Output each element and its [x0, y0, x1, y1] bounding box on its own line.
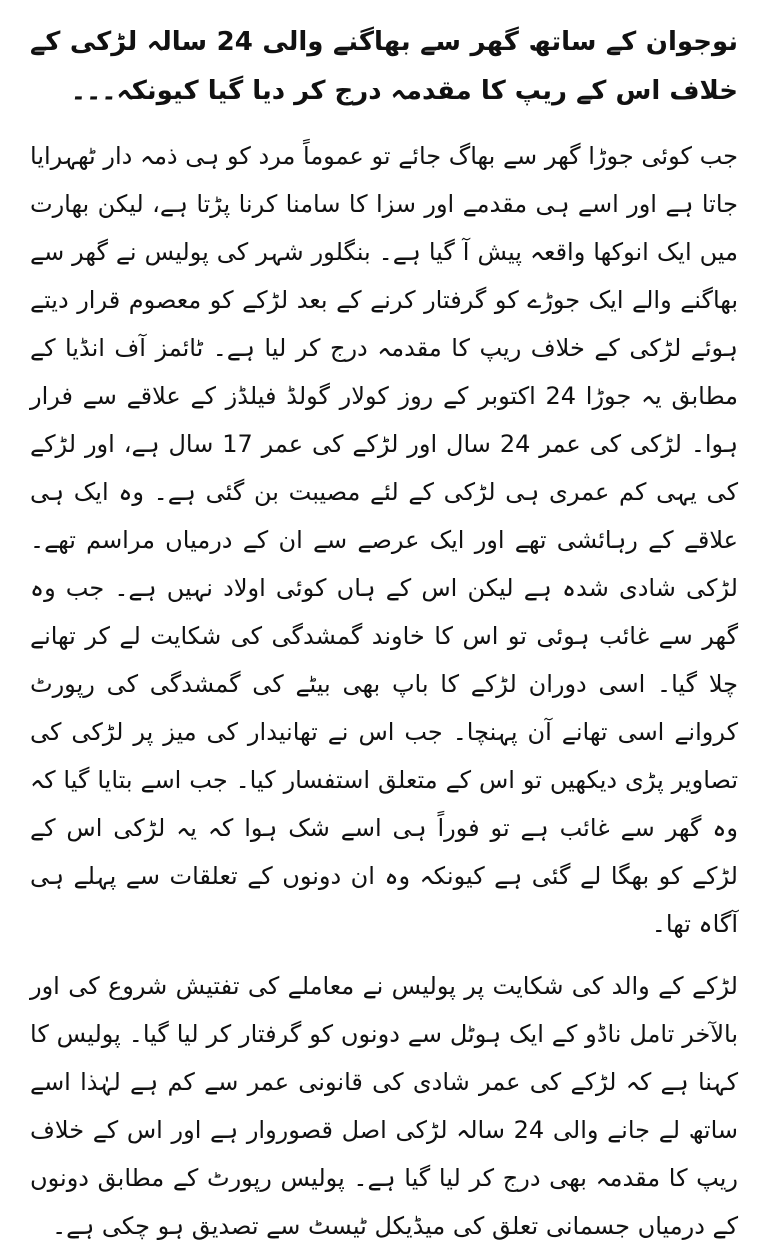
- article-headline: نوجوان کے ساتھ گھر سے بھاگنے والی 24 سالہ لڑکی کے خلاف اس کے ریپ کا مقدمہ درج کر دیا گیا کیونکہ۔۔۔: [30, 27, 739, 106]
- article-paragraph-2: لڑکے کے والد کی شکایت پر پولیس نے معاملے کی تفتیش شروع کی اور بالآخر تامل ناڈو کے ایک ہوٹل سے دونوں کو گرفتار کر لیا گیا۔ پولیس کا کہنا ہے کہ لڑکے کی عمر شادی کی قانونی عمر سے کم ہے لہٰذا اسے ساتھ لے جانے والی 24 سالہ لڑکی اصل قصوروار ہے اور اس کے خلاف ریپ کا مقدمہ بھی درج کر لیا گیا ہے۔ پولیس رپورٹ کے مطابق دونوں کے درمیاں جسمانی تعلق کی میڈیکل ٹیسٹ سے تصدیق ہو چکی ہے۔: [30, 972, 739, 1240]
- article-paragraph-1: جب کوئی جوڑا گھر سے بھاگ جائے تو عموماً مرد کو ہی ذمہ دار ٹھہرایا جاتا ہے اور اسے ہی مقدمے اور سزا کا سامنا کرنا پڑتا ہے، لیکن بھارت میں ایک انوکھا واقعہ پیش آ گیا ہے۔ بنگلور شہر کی پولیس نے گھر سے بھاگنے والے ایک جوڑے کو گرفتار کرنے کے بعد لڑکے کو معصوم قرار دیتے ہوئے لڑکی کے خلاف ریپ کا مقدمہ درج کر لیا ہے۔ ٹائمز آف انڈیا کے مطابق یہ جوڑا 24 اکتوبر کے روز کولار گولڈ فیلڈز کے علاقے سے فرار ہوا۔ لڑکی کی عمر 24 سال اور لڑکے کی عمر 17 سال ہے، اور لڑکے کی یہی کم عمری ہی لڑکی کے لئے مصیبت بن گئی ہے۔ وہ ایک ہی علاقے کے رہائشی تھے اور ایک عرصے سے ان کے درمیاں مراسم تھے۔ لڑکی شادی شدہ ہے لیکن اس کے ہاں کوئی اولاد نہیں ہے۔ جب وہ گھر سے غائب ہوئی تو اس کا خاوند گمشدگی کی شکایت لے کر تھانے چلا گیا۔ اسی دوران لڑکے کا باپ بھی بیٹے کی گمشدگی کی رپورٹ کروانے اسی تھانے آن پہنچا۔ جب اس نے تھانیدار کی میز پر لڑکی کی تصاویر پڑی دیکھیں تو اس کے متعلق استفسار کیا۔ جب اسے بتایا گیا کہ وہ گھر سے غائب ہے تو فوراً ہی اسے شک ہوا کہ یہ لڑکی اس کے لڑکے کو بھگا لے گئی ہے کیونکہ وہ ان دونوں کے تعلقات سے پہلے ہی آگاہ تھا۔: [30, 142, 739, 938]
